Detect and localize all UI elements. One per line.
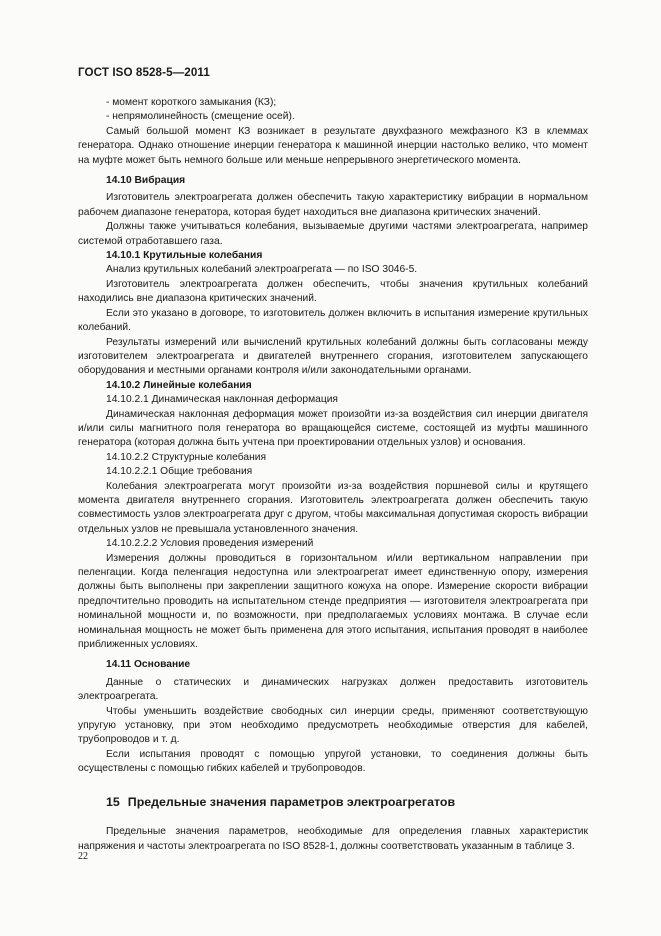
paragraph: Результаты измерений или вычислений крутильных колебаний должны быть согласованы между изготовителем электроагрегата и двигателей внутреннего сгорания, изготовителем запускающего оборудования и местными органами контроля и/или законодательными органами.	[78, 336, 588, 377]
section-heading	[78, 795, 588, 809]
heading-title: Крутильные колебания	[143, 250, 263, 262]
paragraph: Динамическая наклонная деформация может произойти из-за воздействия сил инерции двигателя и/или силы магнитного поля генератора во вращающейся системе, состоящей из муфты машинного генератора (которая должна быть учтена при проектировании отдельных узлов) и основания.	[78, 408, 588, 449]
heading-number: 14.11	[106, 659, 132, 671]
page-number: 22	[78, 851, 88, 862]
paragraph: Данные о статических и динамических нагрузках должен предоставить изготовитель электроагрегата.	[78, 676, 588, 703]
subsection-heading	[78, 393, 588, 407]
subsection-heading	[78, 174, 588, 188]
paragraph: - момент короткого замыкания (КЗ);	[106, 97, 277, 108]
subsection-heading	[78, 451, 588, 465]
heading-number: 14.10.2	[106, 379, 141, 391]
paragraph: Анализ крутильных колебаний электроагрегата — по ISO 3046-5.	[106, 264, 418, 276]
heading-title: Основание	[133, 659, 191, 671]
subsection-heading	[78, 537, 588, 551]
document-body	[78, 96, 588, 854]
heading-number: 14.10	[106, 175, 132, 187]
paragraph: - непрямолинейность (смещение осей).	[106, 111, 295, 123]
paragraph: Предельные значения параметров, необходимые для определения главных характеристик напряжения и частоты электроагрегата по ISO 8528-1, должны соответствовать указанным в таблице 3.	[78, 826, 588, 852]
subsection-heading	[78, 379, 588, 393]
page-header: ГОСТ ISO 8528-5—2011	[78, 66, 210, 79]
subsection-heading	[78, 249, 588, 263]
paragraph: Должны также учитываться колебания, вызываемые другими частями электроагрегата, например системой отработавшего газа.	[78, 221, 588, 247]
paragraph: Если испытания проводят с помощью упругой установки, то соединения должны быть осуществлены с помощью гибких кабелей и трубопроводов.	[78, 748, 588, 775]
paragraph: Измерения должны проводиться в горизонтальном и/или вертикальном направлении при пеленгации. Когда пеленгация недоступна или электроагрегат имеет единственную опору, измерения должны быть выполнены при закреплении защитного кожуха на опоре. Измерение скорости вибрации предпочтительно проводить на испытательном стенде предприятия — изготовителя электроагрегата при номинальной мощности и, по возможности, при предполагаемых условиях монтажа. В случае если номинальная мощность не может быть применена для этого испытания, испытания проводят в наиболее приближенных условиях.	[78, 552, 588, 651]
paragraph: Колебания электроагрегата могут произойти из-за воздействия поршневой силы и крутящего момента двигателя внутреннего сгорания. Изготовитель электроагрегата должен обеспечить такую совместимость узлов электроагрегата друг с другом, чтобы максимальная допустимая скорость вибрации отдельных узлов не превышала установленного значения.	[78, 480, 588, 535]
paragraph: Изготовитель электроагрегата должен обеспечить, чтобы значения крутильных колебаний находились вне диапазона критических значений.	[78, 278, 588, 305]
heading-number: 14.10.2.2.2	[106, 538, 158, 550]
heading-number: 14.10.2.2.1	[106, 466, 158, 478]
heading-title: Вибрация	[134, 175, 186, 187]
heading-title: Общие требования	[160, 466, 253, 478]
heading-number: 15	[106, 794, 120, 809]
heading-number: 14.10.2.1	[106, 394, 149, 406]
subsection-heading	[78, 465, 588, 479]
heading-title: Динамическая наклонная деформация	[151, 394, 338, 406]
heading-number: 14.10.2.2	[106, 451, 149, 463]
heading-title: Структурные колебания	[151, 451, 267, 463]
heading-title: Предельные значения параметров электроагрегатов	[127, 794, 456, 809]
heading-title: Условия проведения измерений	[160, 538, 314, 550]
paragraph: Чтобы уменьшить воздействие свободных сил инерции среды, применяют соответствующую упругую установку, при этом необходимо предусмотреть необходимые отверстия для кабелей, трубопроводов и т. д.	[78, 705, 588, 746]
heading-number: 14.10.1	[106, 250, 141, 262]
paragraph: Изготовитель электроагрегата должен обеспечить такую характеристику вибрации в нормальном рабочем диапазоне генератора, которая будет находиться вне диапазона критических значений.	[78, 192, 588, 218]
heading-title: Линейные колебания	[143, 379, 252, 391]
paragraph: Если это указано в договоре, то изготовитель должен включить в испытания измерение крутильных колебаний.	[78, 307, 588, 334]
paragraph: Самый большой момент КЗ возникает в результате двухфазного межфазного КЗ в клеммах генератора. Однако отношение инерции генератора к машинной инерции настолько велико, что момент на муфте может быть немного больше или меньше непрерывного энергетического момента.	[78, 125, 588, 166]
subsection-heading	[78, 658, 588, 672]
